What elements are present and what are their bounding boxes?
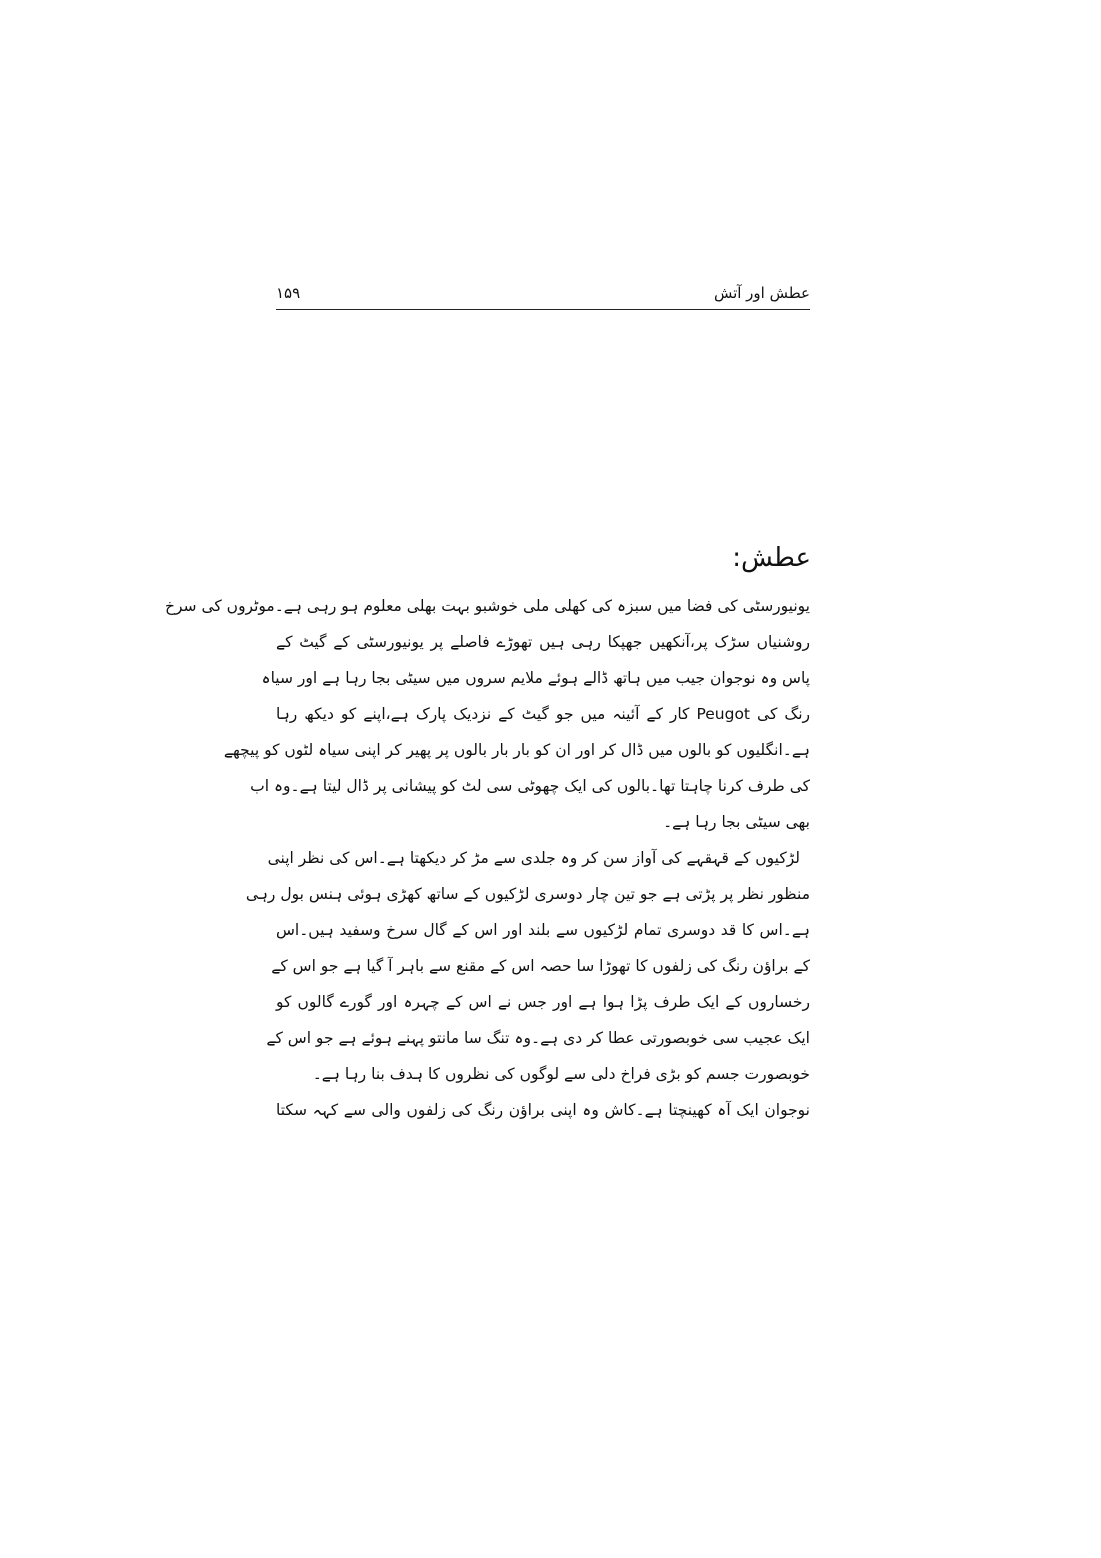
text-line: پاس وہ نوجوان جیب میں ہاتھ ڈالے ہوئے ملایم سروں میں سیٹی بجا رہا ہے اور سیاہ: [261, 669, 810, 687]
running-head-title: عطش اور آتش: [713, 284, 810, 302]
text-line: ہے۔اس کا قد دوسری تمام لڑکیوں سے بلند اور اس کے گال سرخ وسفید ہیں۔اس: [276, 921, 810, 939]
page-number: ۱۵۹: [276, 284, 301, 302]
chapter-heading: عطش:: [732, 543, 811, 573]
text-line: کی طرف کرنا چاہتا تھا۔بالوں کی ایک چھوٹی سی لٹ کو پیشانی پر ڈال لیتا ہے۔وہ اب: [250, 777, 810, 795]
paragraph: [276, 1092, 810, 1128]
text-line: رخساروں کے ایک طرف پڑا ہوا ہے اور جس نے اس کے چہرہ اور گورے گالوں کو: [276, 993, 810, 1011]
paragraph: [164, 588, 811, 840]
text-line: خوبصورت جسم کو بڑی فراخ دلی سے لوگوں کی نظروں کا ہدف بنا رہا ہے۔: [312, 1065, 810, 1083]
text-line: رنگ کی Peugot کار کے آئینہ میں جو گیٹ کے نزدیک پارک ہے،اپنے کو دیکھ رہا: [276, 705, 811, 723]
body-text: [164, 588, 811, 1128]
text-line: نوجوان ایک آہ کھینچتا ہے۔کاش وہ اپنی براؤن رنگ کی زلفوں والی سے کہہ سکتا: [276, 1101, 810, 1119]
header-rule: [276, 309, 810, 310]
text-line: یونیورسٹی کی فضا میں سبزہ کی کھلی ملی خوشبو بہت بھلی معلوم ہو رہی ہے۔موٹروں کی سرخ: [164, 597, 810, 615]
paragraph: [245, 840, 810, 1092]
text-line: بھی سیٹی بجا رہا ہے۔: [663, 813, 810, 831]
text-line: ہے۔انگلیوں کو بالوں میں ڈال کر اور ان کو بار بار بالوں پر پھیر کر اپنی سیاہ لٹوں کو پیچھے: [223, 741, 810, 759]
text-line: کے براؤن رنگ کی زلفوں کا تھوڑا سا حصہ اس کے مقنع سے باہر آ گیا ہے جو اس کے: [271, 957, 810, 975]
running-head: [276, 282, 810, 308]
text-line: منظور نظر پر پڑتی ہے جو تین چار دوسری لڑکیوں کے ساتھ کھڑی ہوئی ہنس بول رہی: [245, 885, 810, 903]
text-line: روشنیاں سڑک پر،آنکھیں جھپکا رہی ہیں تھوڑے فاصلے پر یونیورسٹی کے گیٹ کے: [276, 633, 810, 651]
text-line: ایک عجیب سی خوبصورتی عطا کر دی ہے۔وہ تنگ سا مانتو پہنے ہوئے ہے جو اس کے: [266, 1029, 810, 1047]
text-line: لڑکیوں کے قہقہے کی آواز سن کر وہ جلدی سے مڑ کر دیکھتا ہے۔اس کی نظر اپنی: [267, 849, 800, 867]
